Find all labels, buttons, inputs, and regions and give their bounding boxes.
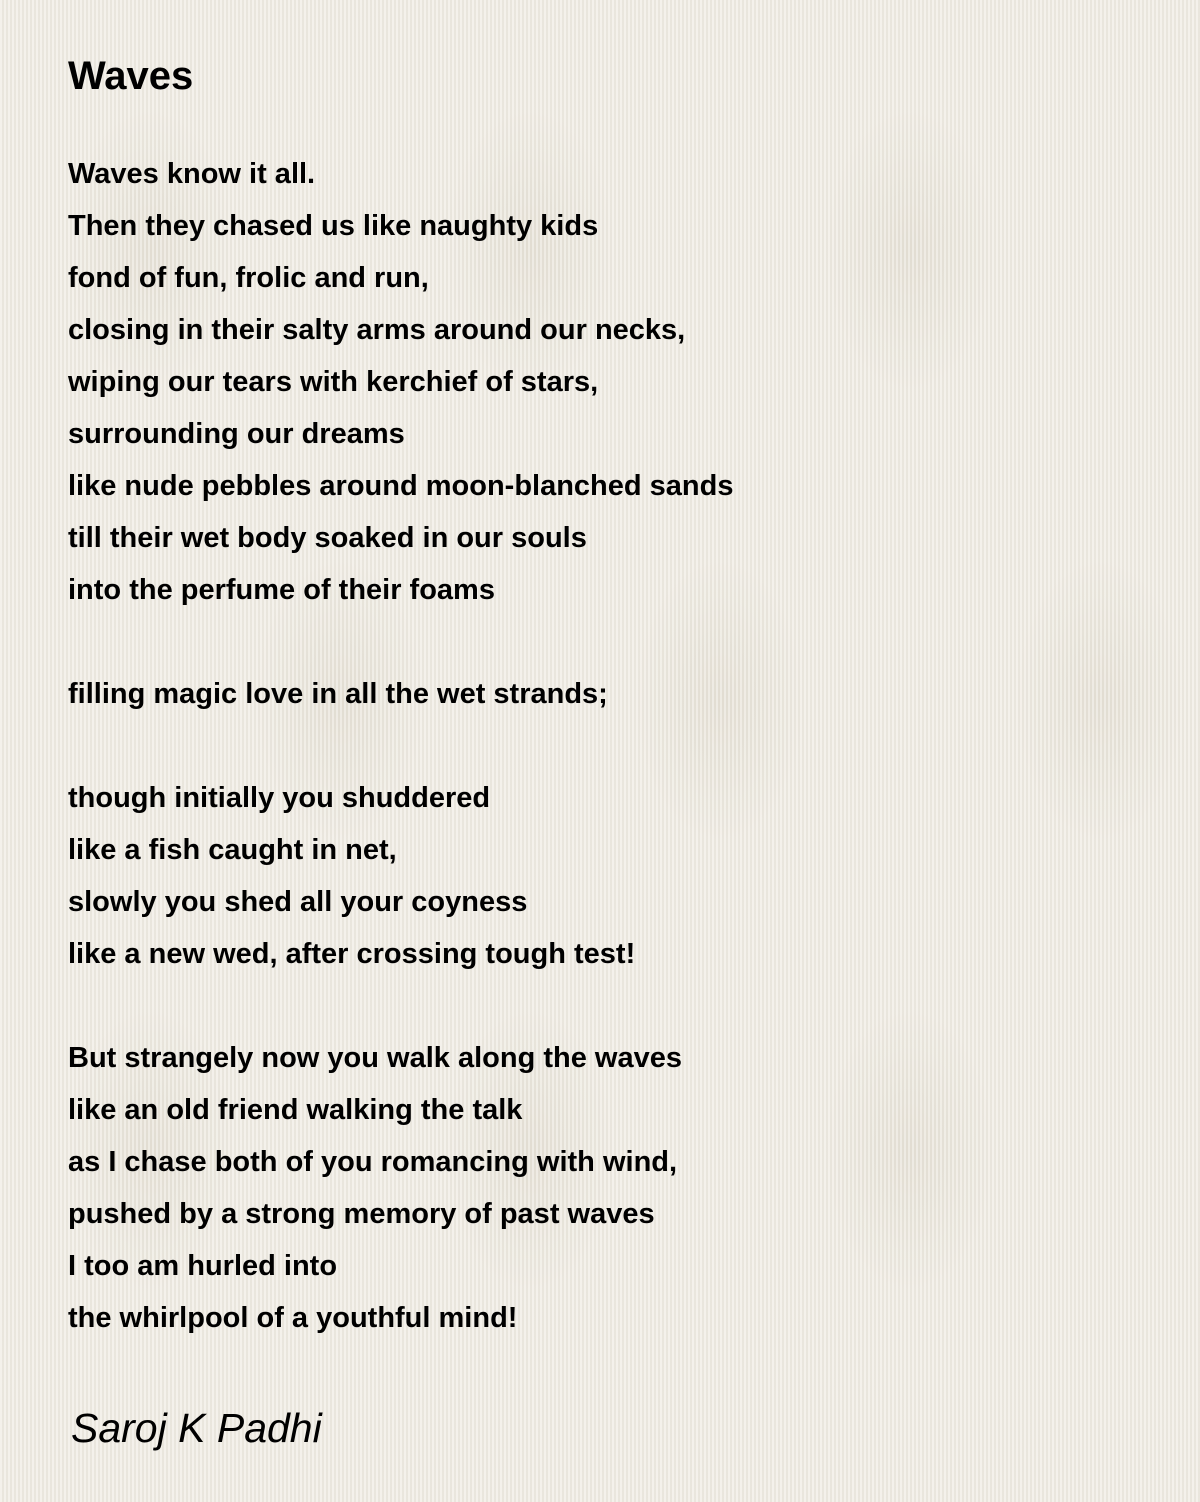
poem-line: like nude pebbles around moon-blanched sands [68,470,734,502]
stanza [68,1032,734,1344]
poem-line: closing in their salty arms around our necks, [68,314,686,346]
poem-line: slowly you shed all your coyness [68,886,528,918]
poem-line: though initially you shuddered [68,782,491,814]
poem-line: as I chase both of you romancing with wind, [68,1146,678,1178]
poem-line: like a fish caught in net, [68,834,397,866]
poem-line: Waves know it all. [68,158,316,190]
poem-line: the whirlpool of a youthful mind! [68,1302,518,1334]
poem-line: like an old friend walking the talk [68,1094,523,1126]
poem-body [68,148,734,1396]
poem-line: like a new wed, after crossing tough test! [68,938,636,970]
poem-line: till their wet body soaked in our souls [68,522,587,554]
stanza [68,772,734,980]
stanza [68,148,734,616]
poem-line: surrounding our dreams [68,418,405,450]
poem-line: Then they chased us like naughty kids [68,210,599,242]
poem-line: I too am hurled into [68,1250,338,1282]
poem-line: fond of fun, frolic and run, [68,262,429,294]
poem-line: pushed by a strong memory of past waves [68,1198,655,1230]
poem-line: wiping our tears with kerchief of stars, [68,366,599,398]
poem-title: Waves [68,54,194,98]
poem-line: into the perfume of their foams [68,574,495,606]
stanza [68,668,734,720]
poem-line: filling magic love in all the wet strands; [68,678,608,710]
poem-line: But strangely now you walk along the waves [68,1042,682,1074]
poem-author: Saroj K Padhi [71,1405,322,1451]
